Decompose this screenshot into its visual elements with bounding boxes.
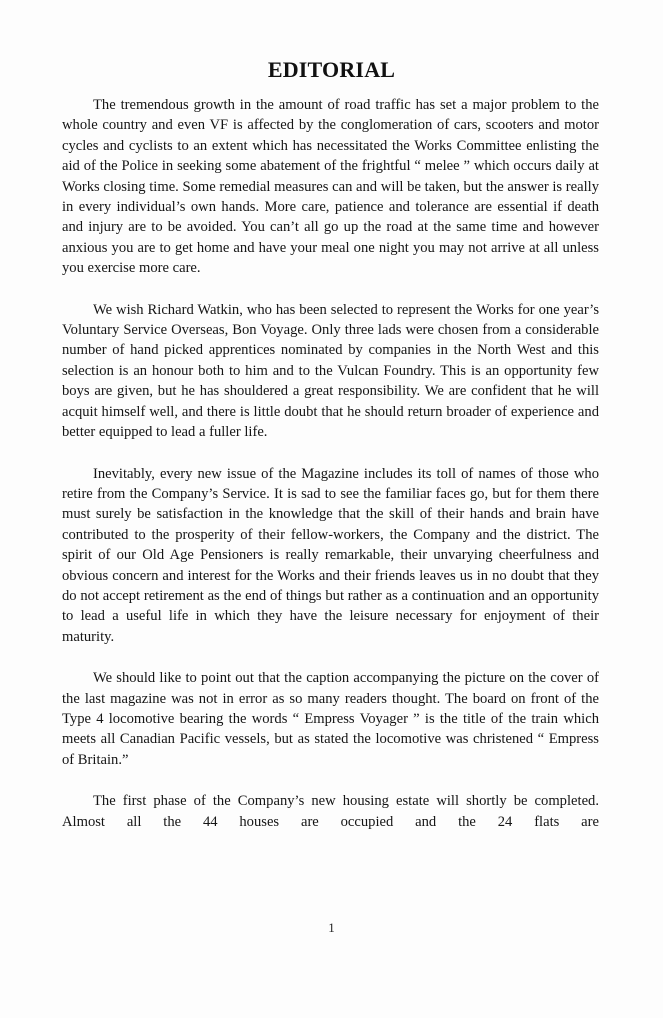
editorial-body [62, 95, 599, 853]
page-title: EDITORIAL [267, 57, 396, 82]
page-number: 1 [328, 920, 335, 935]
paragraph-retirements: Inevitably, every new issue of the Magazine includes its toll of names of those who retire from the Company’s Service. It is sad to see the familiar faces go, but for them there must surely be satisfaction in the knowledge that the skill of their hands and brain have contributed to the prosperity of their fellow-workers, the Company and the district. The spirit of our Old Age Pensioners is really remarkable, their unvarying cheerfulness and obvious concern and interest for the Works and their friends leaves us in no doubt that they do not accept retirement as the end of things but rather as a continuation and an opportunity to lead a useful life in which they have the leisure necessary for enjoyment of their maturity. [62, 465, 599, 645]
paragraph-cover-caption: We should like to point out that the caption accompanying the picture on the cover of the last magazine was not in error as so many readers thought. The board on front of the Type 4 locomotive bearing the words “ Empress Voyager ” is the title of the train which meets all Canadian Pacific vessels, but as stated the locomotive was christened “ Empress of Britain.” [62, 670, 599, 768]
paragraph-voluntary-service: We wish Richard Watkin, who has been selected to represent the Works for one year’s Voluntary Service Overseas, Bon Voyage. Only three lads were chosen from a considerable number of hand picked apprentices nominated by companies in the North West and this selection is an honour both to him and to the Vulcan Foundry. This is an opportunity few boys are given, but he has shouldered a great responsibility. We are confident that he will acquit himself well, and there is little doubt that he should return broader of experience and better equipped to lead a fuller life. [62, 301, 599, 441]
paragraph-road-traffic: The tremendous growth in the amount of road traffic has set a major problem to the whole country and even VF is affected by the conglomeration of cars, scooters and motor cycles and cyclists to an extent which has necessitated the Works Committee enlisting the aid of the Police in seeking some abatement of the frightful “ melee ” which occurs daily at Works closing time. Some remedial measures can and will be taken, but the answer is really in every individual’s own hands. More care, patience and tolerance are essential if death and injury are to be avoided. You can’t all go up the road at the same time and however anxious you are to get home and have your meal one night you may not arrive at all unless you exercise more care. [62, 97, 599, 277]
paragraph-housing-estate: The first phase of the Company’s new housing estate will shortly be completed. Almost all the 44 houses are occupied and the 24 flats are [62, 793, 599, 830]
